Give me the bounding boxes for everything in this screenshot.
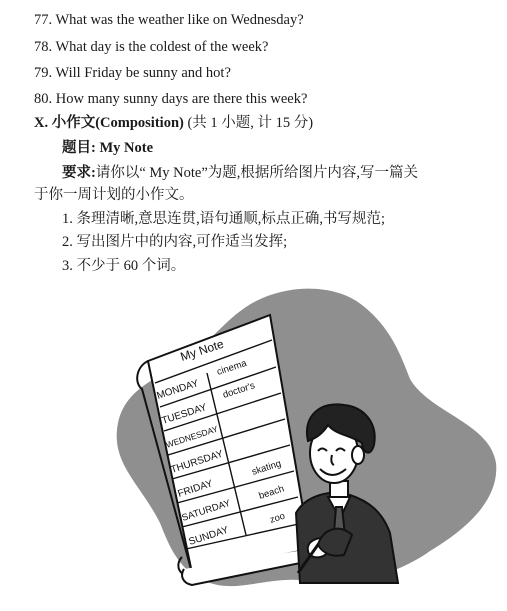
day-tuesday: TUESDAY [160,402,209,427]
section-heading-row [34,113,313,133]
requirement-item-1: 1. 条理清晰,意思连贯,语句通顺,标点正确,书写规范; [62,211,386,227]
plan-monday: cinema [215,357,249,378]
question-77: 77. What was the weather like on Wednesday? [34,12,304,28]
plan-tuesday: doctor's [221,380,257,401]
question-80: 80. How many sunny days are there this week? [34,91,308,107]
requirement-item-3: 3. 不少于 60 个词。 [62,258,186,274]
day-wednesday: WEDNESDAY [164,423,220,450]
day-thursday: THURSDAY [169,448,225,476]
note-title: My Note [178,336,226,364]
day-friday: FRIDAY [176,478,215,500]
requirement-label: 要求: [62,165,96,181]
topic-row [62,138,153,158]
plan-friday: skating [250,458,283,478]
plan-saturday: beach [257,483,286,502]
question-78: 78. What day is the coldest of the week? [34,39,269,55]
plan-sunday: zoo [268,510,287,526]
my-note-illustration [100,283,500,608]
section-points: (共 1 小题, 计 15 分) [187,115,314,131]
requirement-item-2: 2. 写出图片中的内容,可作适当发挥; [62,234,288,250]
day-sunday: SUNDAY [187,524,230,548]
day-saturday: SATURDAY [180,497,232,524]
section-heading: X. 小作文(Composition) [34,115,184,131]
requirement-text: 请你以“ My Note”为题,根据所给图片内容,写一篇关 [95,165,419,181]
question-79: 79. Will Friday be sunny and hot? [34,65,231,81]
topic-label: 题目: [62,140,96,156]
requirement-row [62,163,418,183]
day-monday: MONDAY [155,378,200,402]
requirement-continuation: 于你一周计划的小作文。 [34,187,194,203]
topic-value: My Note [99,140,154,156]
